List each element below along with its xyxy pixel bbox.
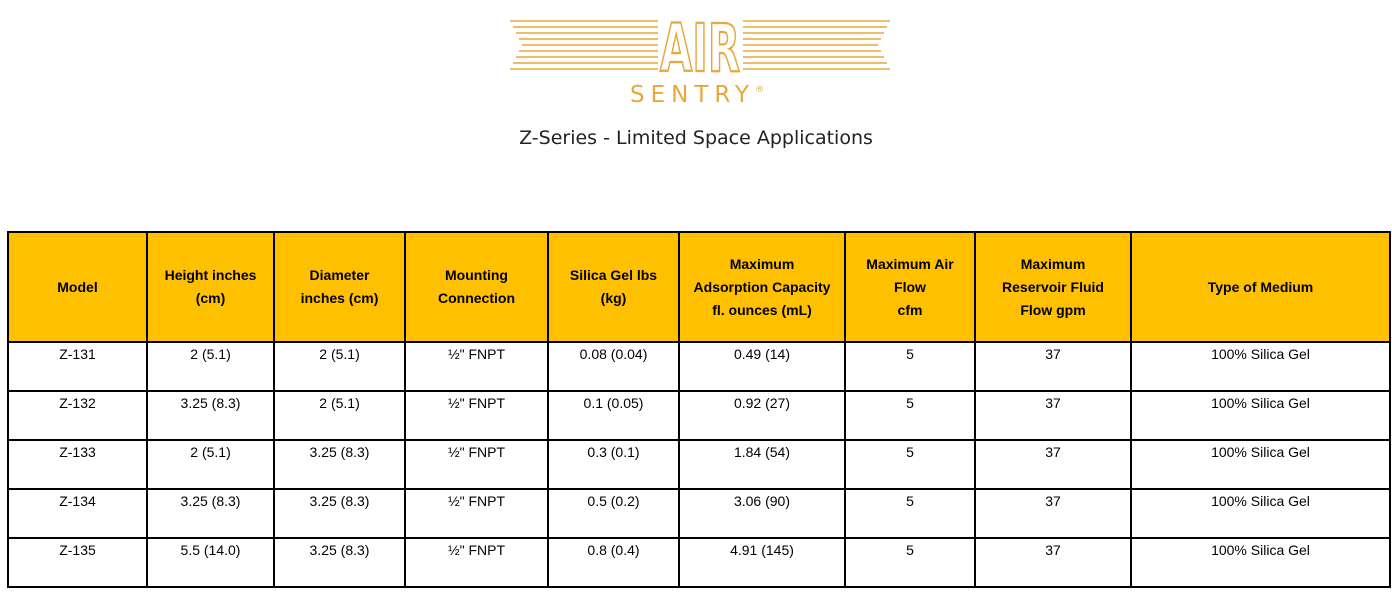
cell-medium: 100% Silica Gel xyxy=(1131,489,1390,538)
cell-air-flow: 5 xyxy=(845,342,975,391)
col-header-model: Model xyxy=(8,232,147,342)
cell-diameter: 3.25 (8.3) xyxy=(274,538,405,587)
spec-table xyxy=(7,231,1391,588)
col-header-air-flow: Maximum Air Flow cfm xyxy=(845,232,975,342)
col-header-reservoir-flow: Maximum Reservoir Fluid Flow gpm xyxy=(975,232,1131,342)
cell-height: 2 (5.1) xyxy=(147,440,274,489)
cell-medium: 100% Silica Gel xyxy=(1131,391,1390,440)
cell-adsorption: 0.49 (14) xyxy=(679,342,845,391)
cell-silica-gel: 0.5 (0.2) xyxy=(548,489,679,538)
cell-air-flow: 5 xyxy=(845,538,975,587)
cell-height: 2 (5.1) xyxy=(147,342,274,391)
cell-model: Z-135 xyxy=(8,538,147,587)
cell-reservoir-flow: 37 xyxy=(975,391,1131,440)
col-header-silica-gel: Silica Gel lbs (kg) xyxy=(548,232,679,342)
cell-diameter: 3.25 (8.3) xyxy=(274,489,405,538)
cell-medium: 100% Silica Gel xyxy=(1131,342,1390,391)
table-row xyxy=(8,440,1390,489)
cell-reservoir-flow: 37 xyxy=(975,489,1131,538)
air-sentry-logo xyxy=(505,5,895,110)
logo-air-text: AIR xyxy=(660,10,740,87)
cell-height: 3.25 (8.3) xyxy=(147,489,274,538)
logo-trademark: ® xyxy=(754,85,770,95)
cell-diameter: 2 (5.1) xyxy=(274,391,405,440)
cell-mounting: ½" FNPT xyxy=(405,342,548,391)
page-subtitle: Z-Series - Limited Space Applications xyxy=(519,127,873,149)
cell-mounting: ½" FNPT xyxy=(405,391,548,440)
cell-medium: 100% Silica Gel xyxy=(1131,538,1390,587)
cell-adsorption: 4.91 (145) xyxy=(679,538,845,587)
cell-reservoir-flow: 37 xyxy=(975,440,1131,489)
col-header-adsorption: Maximum Adsorption Capacity fl. ounces (mL) xyxy=(679,232,845,342)
table-header-row xyxy=(8,232,1390,342)
cell-mounting: ½" FNPT xyxy=(405,440,548,489)
col-header-medium: Type of Medium xyxy=(1131,232,1390,342)
cell-silica-gel: 0.08 (0.04) xyxy=(548,342,679,391)
table-row xyxy=(8,342,1390,391)
cell-height: 3.25 (8.3) xyxy=(147,391,274,440)
col-header-height: Height inches (cm) xyxy=(147,232,274,342)
col-header-mounting: Mounting Connection xyxy=(405,232,548,342)
cell-air-flow: 5 xyxy=(845,440,975,489)
cell-medium: 100% Silica Gel xyxy=(1131,440,1390,489)
cell-diameter: 2 (5.1) xyxy=(274,342,405,391)
table-row xyxy=(8,489,1390,538)
table-row xyxy=(8,538,1390,587)
air-sentry-logo-mark xyxy=(505,5,895,110)
cell-mounting: ½" FNPT xyxy=(405,538,548,587)
cell-silica-gel: 0.1 (0.05) xyxy=(548,391,679,440)
cell-silica-gel: 0.3 (0.1) xyxy=(548,440,679,489)
cell-model: Z-133 xyxy=(8,440,147,489)
logo-sentry-text: SENTRY xyxy=(630,82,755,108)
cell-adsorption: 0.92 (27) xyxy=(679,391,845,440)
cell-height: 5.5 (14.0) xyxy=(147,538,274,587)
cell-reservoir-flow: 37 xyxy=(975,342,1131,391)
cell-reservoir-flow: 37 xyxy=(975,538,1131,587)
col-header-diameter: Diameter inches (cm) xyxy=(274,232,405,342)
svg-text:SENTRY® xyxy=(630,82,770,108)
cell-model: Z-134 xyxy=(8,489,147,538)
cell-adsorption: 3.06 (90) xyxy=(679,489,845,538)
cell-model: Z-132 xyxy=(8,391,147,440)
cell-adsorption: 1.84 (54) xyxy=(679,440,845,489)
cell-mounting: ½" FNPT xyxy=(405,489,548,538)
cell-model: Z-131 xyxy=(8,342,147,391)
cell-air-flow: 5 xyxy=(845,489,975,538)
cell-air-flow: 5 xyxy=(845,391,975,440)
cell-silica-gel: 0.8 (0.4) xyxy=(548,538,679,587)
cell-diameter: 3.25 (8.3) xyxy=(274,440,405,489)
table-row xyxy=(8,391,1390,440)
